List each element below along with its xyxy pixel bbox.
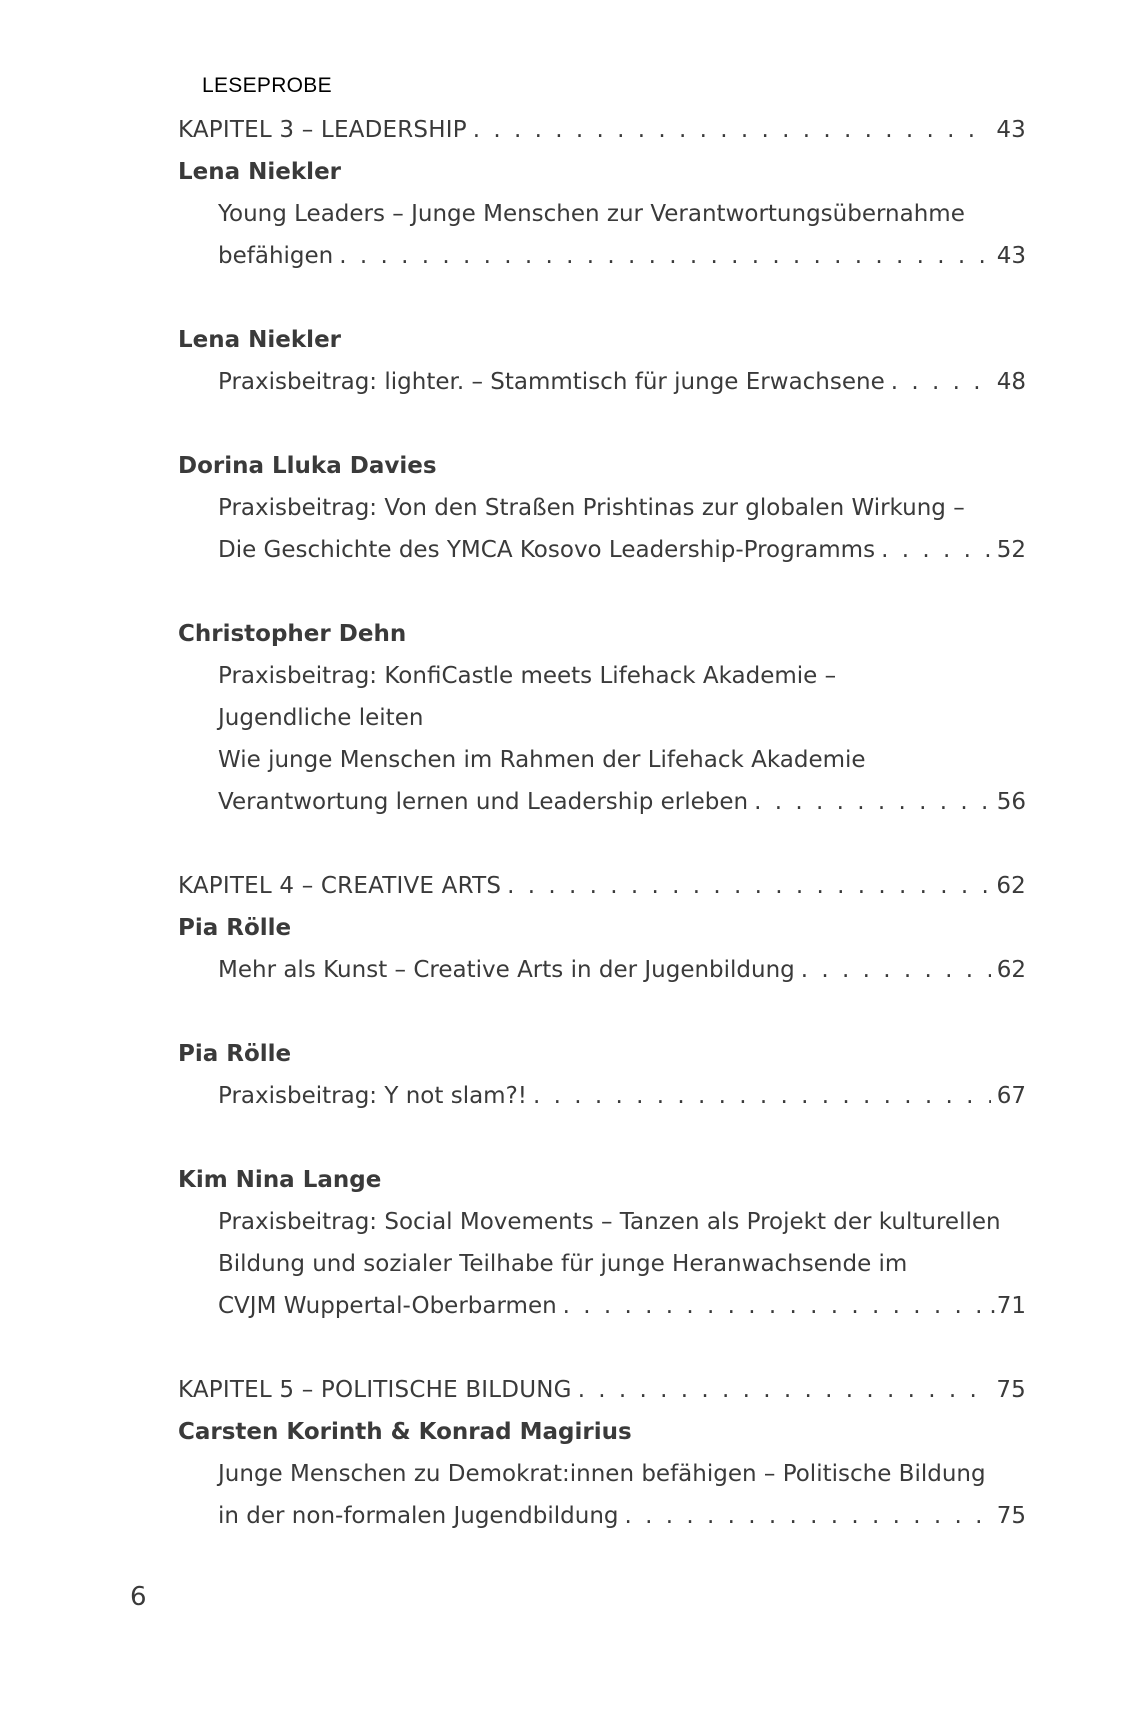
toc-author: Pia Rölle [178, 915, 292, 941]
page-ref: 67 [996, 1083, 1026, 1109]
page-ref: .71 [989, 1293, 1026, 1319]
toc-entry [178, 529, 1026, 571]
toc-chapter-4 [178, 865, 1026, 907]
page-ref: 75 [996, 1503, 1026, 1529]
table-of-contents [178, 109, 1026, 1537]
toc-author: Lena Niekler [178, 159, 342, 185]
toc-entry [178, 949, 1026, 991]
page-ref: 75 [996, 1377, 1026, 1403]
toc-chapter-3 [178, 109, 1026, 151]
leader-dots [533, 1075, 991, 1117]
toc-entry [178, 1075, 1026, 1117]
toc-author: Carsten Korinth & Konrad Magirius [178, 1419, 632, 1445]
header-leseprobe: LESEPROBE [202, 74, 332, 97]
leader-dots [891, 361, 991, 403]
toc-chapter-5 [178, 1369, 1026, 1411]
leader-dots [507, 865, 990, 907]
toc-entry-line: Mehr als Kunst – Creative Arts in der Jugenbildung [218, 957, 795, 983]
toc-entry-line: in der non-formalen Jugendbildung [218, 1503, 619, 1529]
chapter-title: KAPITEL 3 – LEADERSHIP [178, 117, 467, 143]
page-ref: 43 [996, 117, 1026, 143]
toc-entry [178, 361, 1026, 403]
page-ref: 62 [996, 873, 1026, 899]
page-ref: 62 [996, 957, 1026, 983]
page-ref: 52 [996, 537, 1026, 563]
leader-dots [339, 235, 990, 277]
toc-entry [178, 1285, 1026, 1327]
page-ref: 43 [996, 243, 1026, 269]
toc-author: Dorina Lluka Davies [178, 453, 437, 479]
leader-dots [578, 1369, 991, 1411]
leader-dots [881, 529, 991, 571]
toc-entry-line: Junge Menschen zu Demokrat:innen befähigen – Politische Bildung [218, 1461, 986, 1487]
toc-author: Lena Niekler [178, 327, 342, 353]
page-ref: 48 [996, 369, 1026, 395]
toc-entry-line: CVJM Wuppertal-Oberbarmen [218, 1293, 557, 1319]
toc-author: Pia Rölle [178, 1041, 292, 1067]
chapter-title: KAPITEL 4 – CREATIVE ARTS [178, 873, 502, 899]
toc-entry [178, 1495, 1026, 1537]
toc-entry-line: Praxisbeitrag: Y not slam?! [218, 1083, 528, 1109]
toc-entry-line: Praxisbeitrag: KonfiCastle meets Lifehack Akademie – [218, 663, 837, 689]
toc-entry [178, 235, 1026, 277]
leader-dots [563, 1285, 984, 1327]
toc-entry-line: Die Geschichte des YMCA Kosovo Leadership-Programms [218, 537, 876, 563]
leader-dots [473, 109, 991, 151]
toc-entry-line: Praxisbeitrag: lighter. – Stammtisch für junge Erwachsene [218, 369, 885, 395]
toc-entry-line: Praxisbeitrag: Social Movements – Tanzen als Projekt der kulturellen [218, 1209, 1001, 1235]
toc-entry-line: befähigen [218, 243, 334, 269]
toc-author: Christopher Dehn [178, 621, 407, 647]
page-number: 6 [130, 1582, 147, 1612]
toc-entry-line: Jugendliche leiten [218, 705, 424, 731]
toc-entry-line: Young Leaders – Junge Menschen zur Verantwortungsübernahme [218, 201, 965, 227]
page-ref: 56 [996, 789, 1026, 815]
leader-dots [801, 949, 991, 991]
toc-author: Kim Nina Lange [178, 1167, 382, 1193]
toc-entry [178, 781, 1026, 823]
leader-dots [625, 1495, 991, 1537]
chapter-title: KAPITEL 5 – POLITISCHE BILDUNG [178, 1377, 572, 1403]
toc-entry-line: Verantwortung lernen und Leadership erleben [218, 789, 749, 815]
toc-entry-line: Wie junge Menschen im Rahmen der Lifehack Akademie [218, 747, 866, 773]
toc-entry-line: Praxisbeitrag: Von den Straßen Prishtinas zur globalen Wirkung – [218, 495, 965, 521]
toc-entry-line: Bildung und sozialer Teilhabe für junge Heranwachsende im [218, 1251, 908, 1277]
leader-dots [754, 781, 991, 823]
